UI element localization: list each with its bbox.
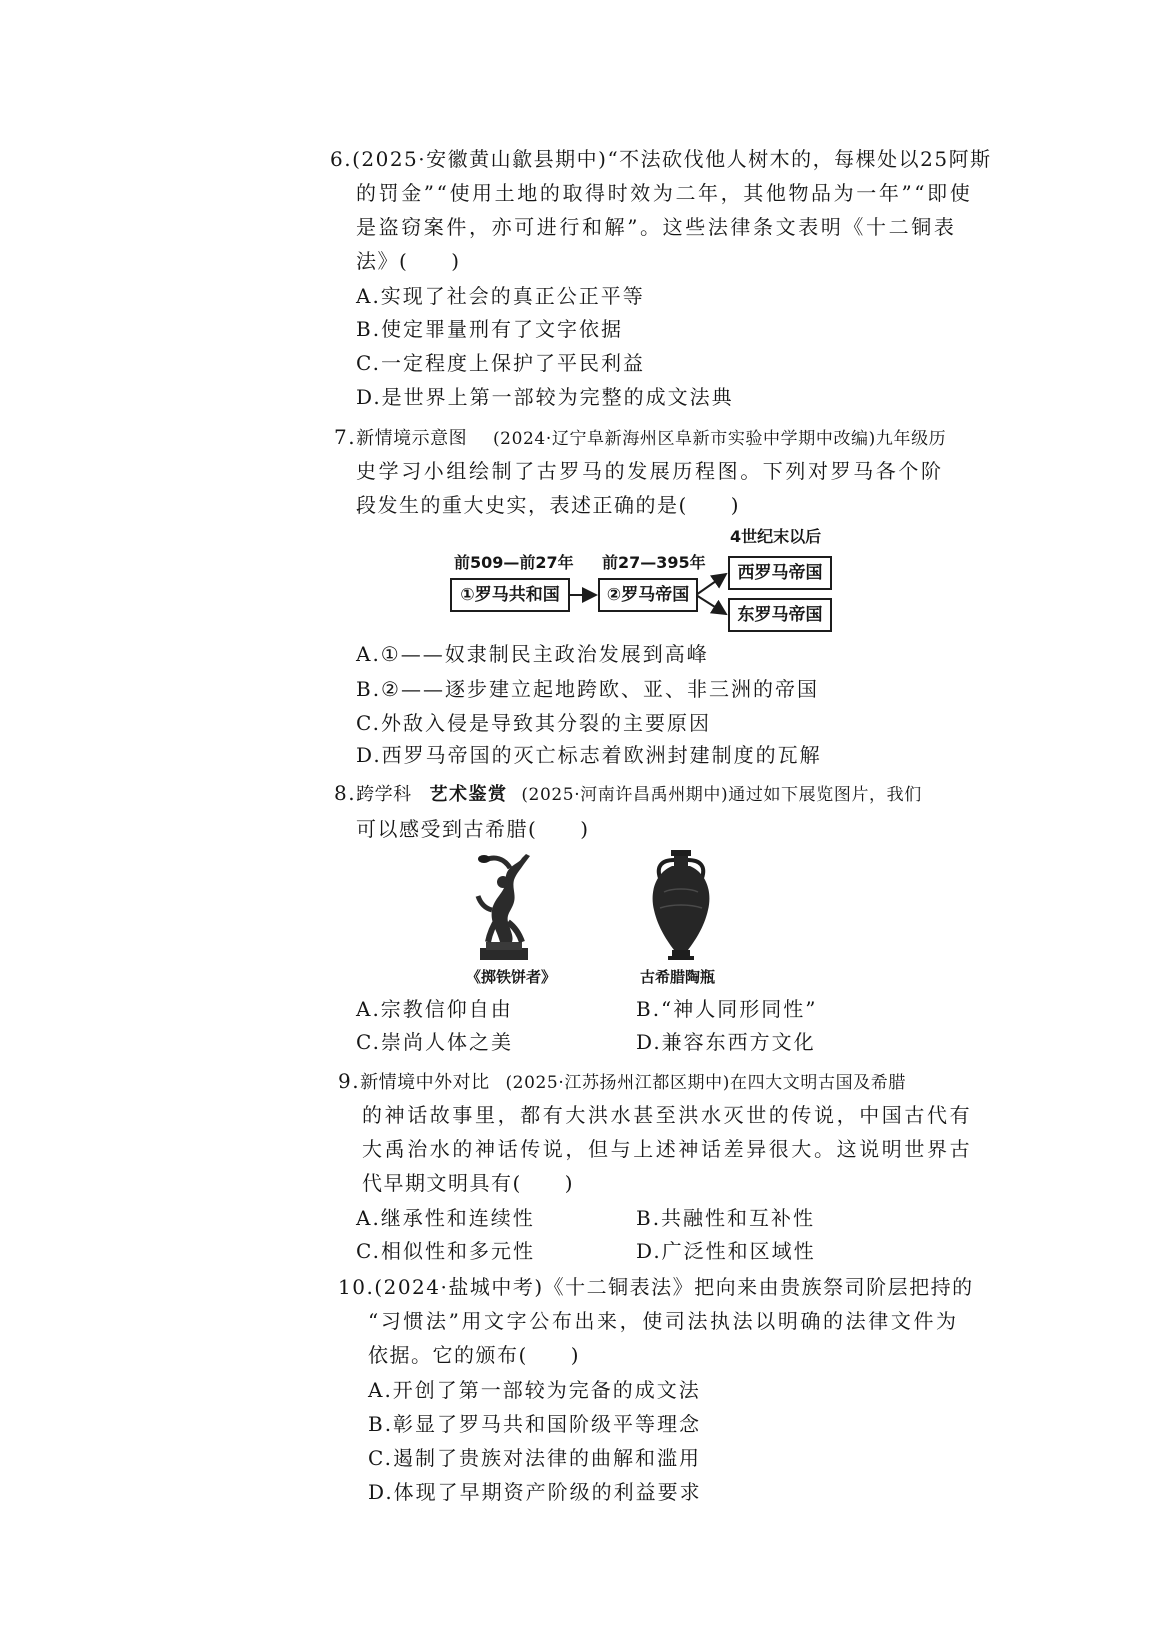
q10-option-d[interactable]: D.体现了早期资产阶级的利益要求 <box>368 1480 702 1504</box>
q7-number: 7. <box>334 425 357 449</box>
q10-option-b[interactable]: B.彰显了罗马共和国阶级平等理念 <box>368 1412 702 1436</box>
q10-option-a[interactable]: A.开创了第一部较为完备的成文法 <box>368 1378 701 1402</box>
q8-option-b[interactable]: B.“神人同形同性” <box>636 997 818 1021</box>
q9-stem-line-2: 大禹治水的神话传说，但与上述神话差异很大。这说明世界古 <box>362 1137 973 1161</box>
q7-stem-line-1: 史学习小组绘制了古罗马的发展历程图。下列对罗马各个阶 <box>356 459 944 483</box>
discobolus-statue-image <box>470 848 542 964</box>
q9-option-d[interactable]: D.广泛性和区域性 <box>636 1239 816 1263</box>
period-label-split: 4世纪末以后 <box>730 527 822 546</box>
q6-option-b[interactable]: B.使定罪量刑有了文字依据 <box>356 317 624 341</box>
discobolus-caption: 《掷铁饼者》 <box>466 968 557 986</box>
q8-number: 8. <box>334 781 357 805</box>
q8-option-d[interactable]: D.兼容东西方文化 <box>636 1030 816 1054</box>
q9-number: 9. <box>338 1069 361 1093</box>
q9-tag: 新情境中外对比 <box>360 1072 490 1093</box>
greek-amphora-image <box>646 848 716 964</box>
q6-stem-line-3: 是盗窃案件，亦可进行和解”。这些法律条文表明《十二铜表 <box>356 215 957 239</box>
q8-tag-art: 艺术鉴赏 <box>429 784 508 805</box>
q9-stem-line-3: 代早期文明具有( ) <box>362 1171 575 1195</box>
arrow-to-east-rome <box>696 595 726 614</box>
q7-option-d[interactable]: D.西罗马帝国的灭亡标志着欧洲封建制度的瓦解 <box>356 743 822 767</box>
q6-option-a[interactable]: A.实现了社会的真正公正平等 <box>356 284 645 308</box>
q7-option-c[interactable]: C.外敌入侵是导致其分裂的主要原因 <box>356 711 711 735</box>
q7-stem-line-2: 段发生的重大史实，表述正确的是( ) <box>356 493 741 517</box>
q7-source: (2024·辽宁阜新海州区阜新市实验中学期中改编)九年级历 <box>492 429 947 449</box>
q9-option-a[interactable]: A.继承性和连续性 <box>356 1206 535 1230</box>
q9-header <box>338 1068 906 1096</box>
q6-option-d[interactable]: D.是世界上第一部较为完整的成文法典 <box>356 385 734 409</box>
q8-stem-line-1: 可以感受到古希腊( ) <box>356 817 590 841</box>
q10-stem-line-1: 10.(2024·盐城中考)《十二铜表法》把向来由贵族祭司阶层把持的 <box>338 1275 974 1299</box>
q8-source: (2025·河南许昌禹州期中)通过如下展览图片，我们 <box>521 785 922 805</box>
q8-option-a[interactable]: A.宗教信仰自由 <box>356 997 513 1021</box>
q10-option-c[interactable]: C.遏制了贵族对法律的曲解和滥用 <box>368 1446 701 1470</box>
q6-stem-line-4: 法》( ) <box>356 249 461 273</box>
stage-roman-empire: ②罗马帝国 <box>598 578 698 612</box>
period-label-empire: 前27—395年 <box>602 553 706 572</box>
amphora-caption: 古希腊陶瓶 <box>640 968 716 986</box>
q9-option-c[interactable]: C.相似性和多元性 <box>356 1239 535 1263</box>
stage-eastern-roman-empire: 东罗马帝国 <box>728 598 832 632</box>
q9-stem-line-1: 的神话故事里，都有大洪水甚至洪水灭世的传说，中国古代有 <box>362 1103 973 1127</box>
q8-header <box>334 780 922 808</box>
q9-option-b[interactable]: B.共融性和互补性 <box>636 1206 816 1230</box>
q8-tag-interdisciplinary: 跨学科 <box>356 784 412 805</box>
rome-development-diagram <box>440 520 860 638</box>
stage-western-roman-empire: 西罗马帝国 <box>728 556 832 590</box>
q6-stem-line-2: 的罚金”“使用土地的取得时效为二年，其他物品为一年”“即使 <box>356 181 973 205</box>
stage-roman-republic: ①罗马共和国 <box>450 578 570 612</box>
q9-source: (2025·江苏扬州江都区期中)在四大文明古国及希腊 <box>505 1073 906 1093</box>
q10-stem-line-3: 依据。它的颁布( ) <box>368 1343 581 1367</box>
q6-stem-line-1: 6.(2025·安徽黄山歙县期中)“不法砍伐他人树木的，每棵处以25阿斯 <box>330 147 992 171</box>
period-label-republic: 前509—前27年 <box>454 553 574 572</box>
q10-stem-line-2: “习惯法”用文字公布出来，使司法执法以明确的法律文件为 <box>368 1309 959 1333</box>
q6-option-c[interactable]: C.一定程度上保护了平民利益 <box>356 351 645 375</box>
q8-option-c[interactable]: C.崇尚人体之美 <box>356 1030 513 1054</box>
arrow-to-west-rome <box>696 574 726 595</box>
q7-header <box>334 424 946 452</box>
q7-tag: 新情境示意图 <box>356 428 468 449</box>
q7-option-b[interactable]: B.②——逐步建立起地跨欧、亚、非三洲的帝国 <box>356 677 819 701</box>
q7-option-a[interactable]: A.①——奴隶制民主政治发展到高峰 <box>356 642 709 666</box>
